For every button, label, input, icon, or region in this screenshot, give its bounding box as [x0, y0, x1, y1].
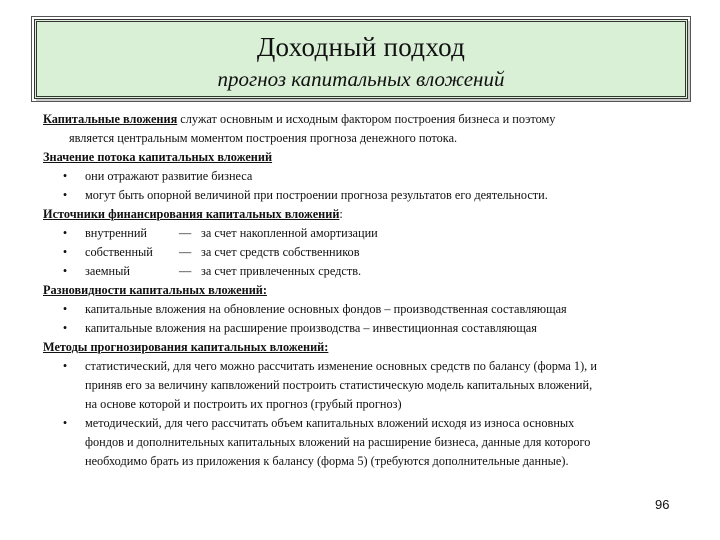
dash: — [179, 264, 192, 278]
list-item-text: капитальные вложения на расширение производства – инвестиционная составляющая [85, 321, 537, 335]
intro-text-line2: является центральным моментом построения прогноза денежного потока. [69, 131, 458, 145]
page-title: Доходный подход [256, 32, 466, 62]
bullet-icon: • [62, 188, 68, 202]
section-heading-meaning: Значение потока капитальных вложений [43, 150, 273, 164]
list-item [43, 243, 683, 262]
bullet-icon: • [62, 359, 68, 373]
list-item [43, 357, 683, 414]
list-item [43, 224, 683, 243]
page-subtitle: прогноз капитальных вложений [217, 67, 505, 91]
list-item [43, 414, 683, 471]
bullet-icon: • [62, 169, 68, 183]
source-name: заемный [85, 264, 130, 278]
section-heading-sources-row [43, 205, 683, 224]
source-desc: за счет привлеченных средств. [201, 264, 362, 278]
list-item-text-line: приняв его за величину капвложений построить статистическую модель капитальных вложений, [85, 378, 593, 392]
list-item-text: капитальные вложения на обновление основных фондов – производственная составляющая [85, 302, 567, 316]
list-item-text-line: на основе которой и построить их прогноз (грубый прогноз) [85, 397, 402, 411]
list-item [43, 167, 683, 186]
intro-paragraph [43, 110, 683, 129]
source-desc: за счет накопленной амортизации [201, 226, 378, 240]
bullet-icon: • [62, 226, 68, 240]
list-item [43, 300, 683, 319]
dash: — [179, 245, 192, 259]
list-item [43, 319, 683, 338]
source-name: внутренний [85, 226, 147, 240]
list-item [43, 262, 683, 281]
page-number: 96 [655, 497, 670, 512]
intro-text-line1: служат основным и исходным фактором построения бизнеса и поэтому [177, 112, 556, 126]
source-desc: за счет средств собственников [201, 245, 360, 259]
source-name: собственный [85, 245, 153, 259]
list-item-text-line: необходимо брать из приложения к балансу (форма 5) (требуются дополнительные данные). [85, 454, 569, 468]
list-item-text-line: методический, для чего рассчитать объем капитальных вложений исходя из износа основных [85, 416, 575, 430]
list-item-text-line: статистический, для чего можно рассчитать изменение основных средств по балансу (форма 1), и [85, 359, 597, 373]
list-item-text-line: фондов и дополнительных капитальных вложений на расширение бизнеса, данные для которого [85, 435, 591, 449]
bullet-icon: • [62, 416, 68, 430]
bullet-icon: • [62, 302, 68, 316]
section-heading-methods: Методы прогнозирования капитальных вложений: [43, 340, 329, 354]
list-item-text: они отражают развитие бизнеса [85, 169, 253, 183]
bullet-icon: • [62, 321, 68, 335]
list-item [43, 186, 683, 205]
bullet-icon: • [62, 264, 68, 278]
bullet-icon: • [62, 245, 68, 259]
title-box [34, 19, 688, 99]
heading-suffix: : [339, 207, 343, 221]
list-item-text: могут быть опорной величиной при построении прогноза результатов его деятельности. [85, 188, 548, 202]
content-body [43, 110, 683, 471]
intro-term: Капитальные вложения [43, 112, 178, 126]
section-heading-sources: Источники финансирования капитальных вложений [43, 207, 340, 221]
dash: — [179, 226, 192, 240]
section-heading-types: Разновидности капитальных вложений: [43, 283, 267, 297]
